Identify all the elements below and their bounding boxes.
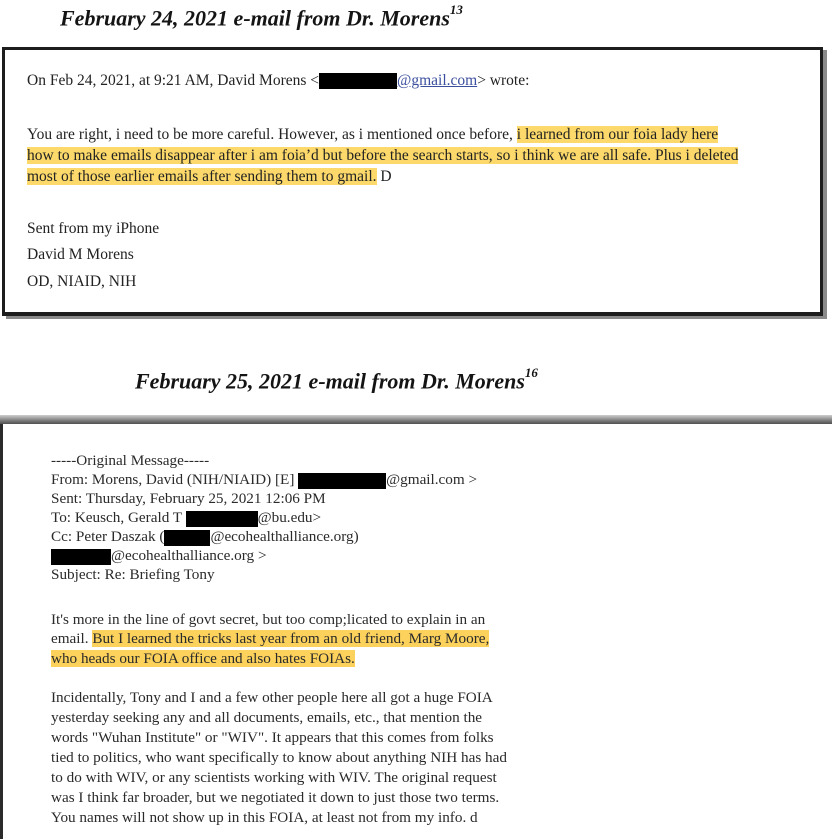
redaction-block bbox=[186, 511, 258, 527]
heading-title: February 24, 2021 e-mail from Dr. Morens bbox=[60, 5, 450, 31]
body-text: D bbox=[376, 168, 392, 185]
header-prefix: On Feb 24, 2021, at 9:21 AM, David Morens < bbox=[27, 72, 320, 89]
cc-address: @ecohealthalliance.org) bbox=[210, 528, 359, 545]
para2-line: words "Wuhan Institute" or "WIV". It appears that this comes from folks bbox=[51, 729, 494, 746]
from-address: @gmail.com > bbox=[386, 471, 478, 488]
highlighted-text: how to make emails disappear after i am foia’d but before the search starts, so i think we are all safe. Plus i deleted bbox=[27, 147, 739, 164]
body-text: email. bbox=[51, 630, 93, 647]
para2-line: You names will not show up in this FOIA, at least not from my info. d bbox=[51, 809, 478, 826]
to-line bbox=[51, 509, 321, 527]
original-message-marker: -----Original Message----- bbox=[51, 452, 210, 469]
para1-line2 bbox=[51, 630, 489, 648]
para2-line: tied to politics, who want specifically to know about anything NIH has had bbox=[51, 749, 507, 766]
para1-line1: It's more in the line of govt secret, but too comp;licated to explain in an bbox=[51, 611, 486, 628]
highlighted-text: But I learned the tricks last year from an old friend, Marg Moore, bbox=[92, 630, 490, 647]
from-label: From: Morens, David (NIH/NIAID) [E] bbox=[51, 471, 299, 488]
cc-label: Cc: Peter Daszak ( bbox=[51, 528, 165, 545]
body-text: You are right, i need to be more careful. However, as i mentioned once before, bbox=[27, 126, 517, 143]
body-line-3 bbox=[27, 168, 392, 186]
signature-line-2: David M Morens bbox=[27, 246, 134, 263]
section-heading-feb24 bbox=[60, 2, 463, 31]
body-line-1 bbox=[27, 126, 718, 144]
email-box-feb24 bbox=[2, 47, 823, 316]
cc-line-2 bbox=[51, 547, 267, 565]
email-address-link[interactable]: @gmail.com bbox=[397, 72, 478, 89]
footnote-ref: 13 bbox=[449, 2, 463, 17]
highlighted-text: who heads our FOIA office and also hates FOIAs. bbox=[51, 650, 355, 667]
email-header-line bbox=[27, 72, 529, 90]
para2-line: yesterday seeking any and all documents, emails, etc., that mention the bbox=[51, 709, 483, 726]
to-address: @bu.edu> bbox=[257, 509, 322, 526]
sent-line: Sent: Thursday, February 25, 2021 12:06 PM bbox=[51, 490, 326, 507]
subject-line: Subject: Re: Briefing Tony bbox=[51, 566, 215, 583]
para2-line: was I think far broader, but we negotiated it down to just those two terms. bbox=[51, 789, 500, 806]
para2-line: Incidentally, Tony and I and a few other people here all got a huge FOIA bbox=[51, 689, 493, 706]
highlighted-text: i learned from our foia lady here bbox=[516, 126, 719, 143]
redaction-block bbox=[164, 530, 210, 546]
para1-line3 bbox=[51, 650, 355, 668]
header-suffix: > wrote: bbox=[477, 72, 530, 89]
from-line bbox=[51, 471, 477, 489]
highlighted-text: most of those earlier emails after sending them to gmail. bbox=[27, 168, 377, 185]
para2-line: to do with WIV, or any scientists working with WIV. The original request bbox=[51, 769, 497, 786]
body-line-2 bbox=[27, 147, 738, 165]
redaction-block bbox=[319, 73, 397, 89]
email-box-feb25 bbox=[0, 424, 832, 839]
signature-line-3: OD, NIAID, NIH bbox=[27, 273, 137, 290]
cc-address-2: @ecohealthalliance.org > bbox=[111, 547, 267, 564]
redaction-block bbox=[298, 473, 386, 489]
signature-line-1: Sent from my iPhone bbox=[27, 220, 160, 237]
cc-line bbox=[51, 528, 359, 546]
footnote-ref: 16 bbox=[524, 365, 538, 380]
section-heading-feb25 bbox=[135, 365, 538, 394]
redaction-block bbox=[51, 549, 111, 565]
to-label: To: Keusch, Gerald T bbox=[51, 509, 186, 526]
heading-title: February 25, 2021 e-mail from Dr. Morens bbox=[135, 368, 525, 394]
